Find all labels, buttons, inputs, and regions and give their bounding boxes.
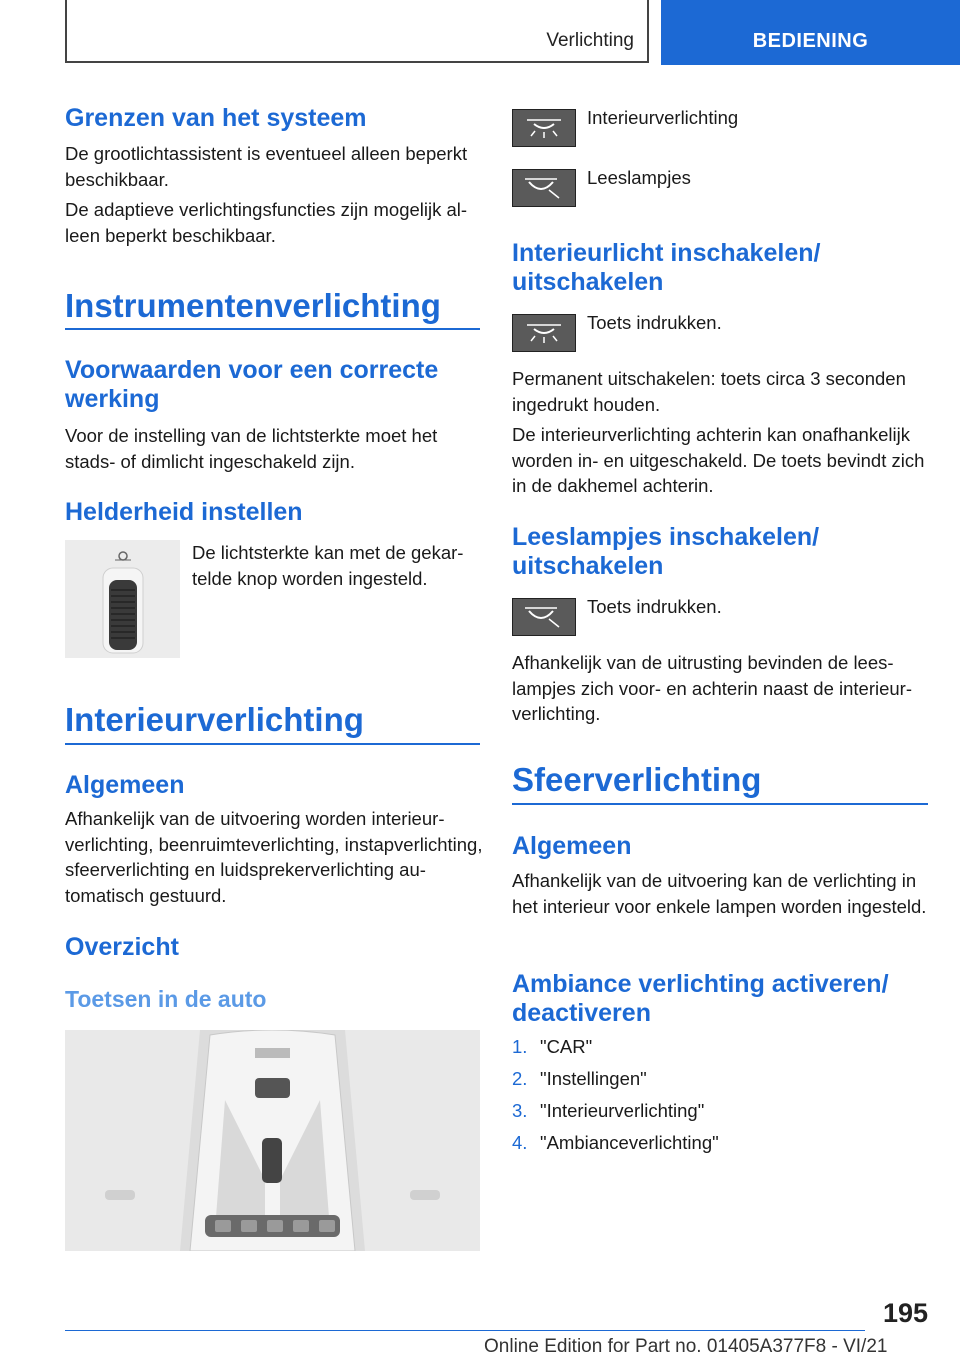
reading-light-icon: [512, 169, 576, 207]
reading-light-icon-label: Leeslampjes: [587, 167, 691, 188]
ambient-general-heading: Algemeen: [512, 832, 632, 860]
ambient-general-paragraph: Afhankelijk van de uitvoering kan de verlichting in het interieur voor enkele lampen worden ingesteld.: [512, 870, 927, 917]
header-section-title: Verlichting: [546, 30, 634, 51]
list-item: 3. "Interieurverlichting": [512, 1100, 705, 1121]
heading-rule: [65, 743, 480, 745]
switch-interior-paragraph-2: De interieurverlichting achterin kan onafhankelijk worden in- en uitgeschakeld. De toets bevindt zich in de dakhemel achterin.: [512, 424, 925, 496]
list-item: 4. "Ambianceverlichting": [512, 1132, 719, 1153]
limits-heading: Grenzen van het systeem: [65, 104, 367, 132]
footer-edition-text: Online Edition for Part no. 01405A377F8 - VI/21: [484, 1336, 888, 1357]
heading-rule: [512, 803, 928, 805]
reading-light-button-icon: [512, 598, 576, 636]
conditions-paragraph: Voor de instelling van de lichtsterkte moet het stads- of dimlicht ingeschakeld zijn.: [65, 425, 438, 472]
ambiance-toggle-heading: Ambiance verlichting activeren/ deactiveren: [512, 970, 889, 1027]
limits-paragraph-1: De grootlichtassistent is eventueel alleen beperkt beschikbaar.: [65, 143, 468, 190]
heading-rule: [65, 328, 480, 330]
page-number: 195: [882, 1298, 928, 1328]
overview-heading: Overzicht: [65, 933, 179, 961]
switch-reading-icon-label: Toets indrukken.: [587, 596, 722, 617]
list-item: 2. "Instellingen": [512, 1068, 647, 1089]
switch-reading-heading: Leeslampjes inschakelen/ uitschakelen: [512, 523, 820, 580]
ambient-lighting-heading: Sfeerverlichting: [512, 761, 762, 798]
switch-interior-paragraph-1: Permanent uitschakelen: toets circa 3 seconden ingedrukt houden.: [512, 368, 906, 415]
switch-reading-paragraph: Afhankelijk van de uitrusting bevinden de leeslampjes zich voor- en achterin naast de interieurverlichting.: [512, 652, 913, 724]
interior-light-icon-label: Interieurverlichting: [587, 107, 739, 128]
buttons-heading: Toetsen in de auto: [65, 986, 267, 1012]
list-item: 1. "CAR": [512, 1036, 593, 1057]
interior-lighting-heading: Interieurverlichting: [65, 701, 364, 738]
interior-light-button-icon: [512, 314, 576, 352]
ambiance-steps-list: [512, 1031, 719, 1159]
header-chapter-tab: BEDIENING: [661, 0, 960, 65]
roof-console-image: [65, 1030, 480, 1251]
brightness-heading: Helderheid instellen: [65, 498, 303, 526]
switch-interior-heading: Interieurlicht inschakelen/ uitschakelen: [512, 239, 821, 296]
interior-light-icon: [512, 109, 576, 147]
limits-paragraph-2: De adaptieve verlichtingsfuncties zijn mogelijk alleen beperkt beschikbaar.: [65, 199, 468, 246]
general-heading: Algemeen: [65, 771, 185, 799]
brightness-paragraph: De lichtsterkte kan met de gekartelde knop worden ingesteld.: [192, 542, 464, 589]
footer-rule: [65, 1330, 865, 1331]
switch-interior-icon-label: Toets indrukken.: [587, 312, 722, 333]
general-paragraph: Afhankelijk van de uitvoering worden interieurverlichting, beenruimteverlichting, instapverlichting, sfeerverlichting en luidsprekerverlichting automatisch gestuurd.: [65, 808, 483, 906]
conditions-heading: Voorwaarden voor een correcte werking: [65, 356, 439, 413]
thumbwheel-image: [65, 540, 180, 658]
instrument-lighting-heading: Instrumentenverlichting: [65, 287, 441, 324]
